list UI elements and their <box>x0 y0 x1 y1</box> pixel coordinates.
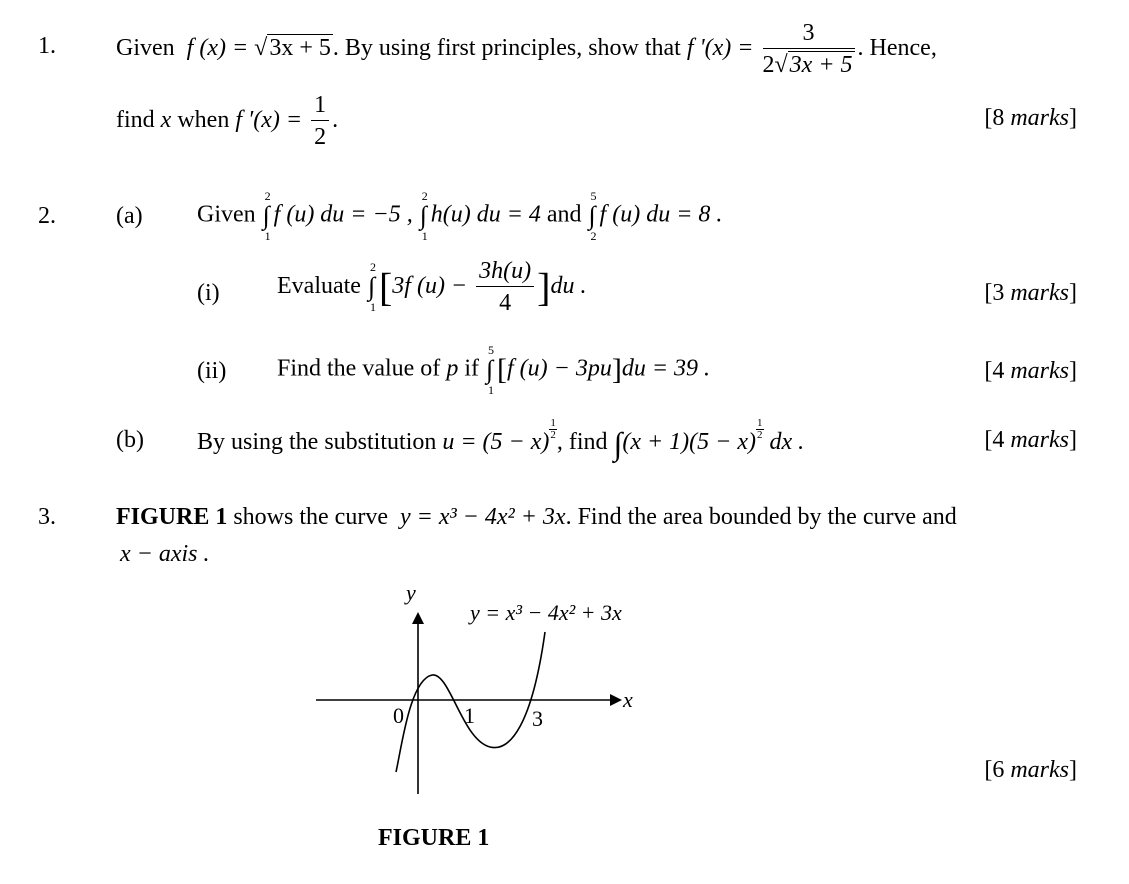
q1-fpx: f '(x) = <box>686 34 760 61</box>
q1-derivative-fraction: $\frac{3}{2√3x + 5}$ <box>762 20 853 79</box>
q2b-exp-num: 1 <box>550 417 556 429</box>
q2b-line <box>197 417 805 462</box>
q1-line2: find x when f ′(x) = $\frac{1}{2}$ . <box>116 92 339 151</box>
q1-fprime: f ′(x) = <box>235 106 309 133</box>
int1-upper: 2 <box>264 189 271 203</box>
q1-sqrt: √3x + 5 <box>254 34 331 61</box>
q2aii-p: p <box>446 355 459 382</box>
i-frac-den: 4 <box>499 290 512 317</box>
q3-text1: shows the curve <box>233 504 388 530</box>
q2ai-evaluate: Evaluate <box>277 272 361 299</box>
q1-half-den: 2 <box>314 124 327 151</box>
int3-body: f (u) du = 8 . <box>599 201 723 228</box>
q1-radicand: 3x + 5 <box>269 34 331 61</box>
q2ai-line: Evaluate 2 ∫ 1 [3f (u) − $\frac{3h(u)}{4}$ ]du . <box>277 258 587 317</box>
q3-number: 3. <box>38 504 56 530</box>
q1-x: x <box>160 106 172 133</box>
q3-marks <box>984 758 1077 782</box>
q2ai-marks-close: ] <box>1069 280 1077 306</box>
q3-line1 <box>116 505 957 529</box>
y-axis-label: y <box>406 580 416 605</box>
q1-when: when <box>177 106 230 133</box>
q2ai-label: (i) <box>197 280 220 306</box>
q3-figure-ref: FIGURE 1 <box>116 504 228 530</box>
q1-fx: f (x) = <box>186 34 255 61</box>
q2ai-marks-open: [3 <box>984 280 1011 306</box>
q2ai-marks <box>984 281 1077 305</box>
q2ai-integral: 2 ∫ 1 <box>367 260 376 315</box>
q2aii-marks-open: [4 <box>984 358 1011 384</box>
ii-end: du = 39 . <box>621 355 711 382</box>
q1-frac-den-rad: 3x + 5 <box>789 52 853 79</box>
x-axis-label: x <box>623 687 633 712</box>
q2b-sub: u = (5 − x) <box>442 429 550 455</box>
q2aii-integral: 5 ∫ 1 <box>485 343 494 397</box>
q2a-and: and <box>546 201 582 228</box>
q2b-find: , find <box>556 429 608 455</box>
q2b-exponent <box>549 418 557 441</box>
q1-line1 <box>116 20 937 79</box>
q1-find: find <box>116 106 155 133</box>
i-expr-a: 3f (u) − <box>392 272 474 299</box>
q1-marks-word: marks <box>1010 105 1069 131</box>
tick-label-3: 3 <box>532 706 543 731</box>
figure-1-graph <box>300 580 660 810</box>
q1-marks <box>984 106 1077 130</box>
q2a-given: Given <box>197 201 256 228</box>
curve-label: y = x³ − 4x² + 3x <box>470 600 622 625</box>
q3-marks-word: marks <box>1010 757 1069 783</box>
q2b-end: dx . <box>769 429 805 455</box>
q3-text2: . Find the area bounded by the curve and <box>565 504 957 530</box>
q2a-integral-1: 2 ∫ 1 <box>262 189 271 243</box>
int2-upper: 2 <box>421 189 428 203</box>
q2aii-marks-close: ] <box>1069 358 1077 384</box>
q2b-exp2-num: 1 <box>757 417 763 429</box>
q2b-integral-sign: ∫ <box>613 425 623 462</box>
q2b-label: (b) <box>116 427 144 453</box>
q1-text2: . Hence, <box>857 34 937 61</box>
q3-marks-close: ] <box>1069 757 1077 783</box>
q2b-exp2-den: 2 <box>757 429 763 441</box>
int1-body: f (u) du = −5 , <box>273 201 413 228</box>
q2b-exp-den: 2 <box>550 429 556 441</box>
figure-caption: FIGURE 1 <box>378 825 490 851</box>
q3-line2: x − axis . <box>120 541 210 567</box>
i-int-lower: 1 <box>369 300 376 315</box>
ii-int-lower: 1 <box>487 383 494 397</box>
q2a-given-line <box>197 189 723 243</box>
int1-lower: 1 <box>264 229 271 243</box>
y-axis-arrow <box>412 612 424 624</box>
q1-half-num: 1 <box>311 92 329 121</box>
q1-frac-num: 3 <box>763 20 855 49</box>
q2b-exponent-2 <box>756 418 764 441</box>
q2b-integrand: (x + 1)(5 − x) <box>622 429 756 455</box>
ii-int-upper: 5 <box>487 343 494 357</box>
int3-lower: 2 <box>590 229 597 243</box>
q3-marks-open: [6 <box>984 757 1011 783</box>
i-expr-end: du . <box>550 272 587 299</box>
ii-expr: f (u) − 3pu <box>506 355 612 382</box>
q2b-marks-open: [4 <box>984 427 1011 453</box>
q2ai-marks-word: marks <box>1010 280 1069 306</box>
int3-upper: 5 <box>590 189 597 203</box>
q2b-marks-close: ] <box>1069 427 1077 453</box>
int2-lower: 1 <box>421 229 428 243</box>
q1-text1: . By using first principles, show that <box>332 34 681 61</box>
q2b-marks-word: marks <box>1010 427 1069 453</box>
q1-half-fraction <box>311 92 329 151</box>
q2b-marks <box>984 428 1077 452</box>
q1-number: 1. <box>38 33 56 59</box>
q2aii-marks <box>984 359 1077 383</box>
i-frac-num: 3h(u) <box>476 258 534 287</box>
q2aii-label: (ii) <box>197 358 227 384</box>
origin-label: 0 <box>393 703 404 728</box>
q1-frac-den-coef: 2 <box>762 52 775 79</box>
q2b-text: By using the substitution <box>197 429 437 455</box>
q3-curve: y = x³ − 4x² + 3x <box>399 504 566 530</box>
q2aii-if: if <box>464 355 479 382</box>
i-fraction <box>476 258 534 317</box>
q2a-label: (a) <box>116 203 143 229</box>
q1-marks-close: ] <box>1069 105 1077 131</box>
q2a-integral-3: 5 ∫ 2 <box>588 189 597 243</box>
q2aii-line: Find the value of p if 5 ∫ 1 [f (u) − 3pu]du = 39 . <box>277 343 711 397</box>
int2-body: h(u) du = 4 <box>430 201 541 228</box>
q2aii-text: Find the value of <box>277 355 441 382</box>
q2-number: 2. <box>38 203 56 229</box>
q2a-integral-2: 2 ∫ 1 <box>419 189 428 243</box>
q2aii-marks-word: marks <box>1010 358 1069 384</box>
x-axis-arrow <box>610 694 622 706</box>
q1-marks-open: [8 <box>984 105 1011 131</box>
q1-given: Given <box>116 34 175 61</box>
i-int-upper: 2 <box>369 260 376 275</box>
tick-label-1: 1 <box>464 703 475 728</box>
